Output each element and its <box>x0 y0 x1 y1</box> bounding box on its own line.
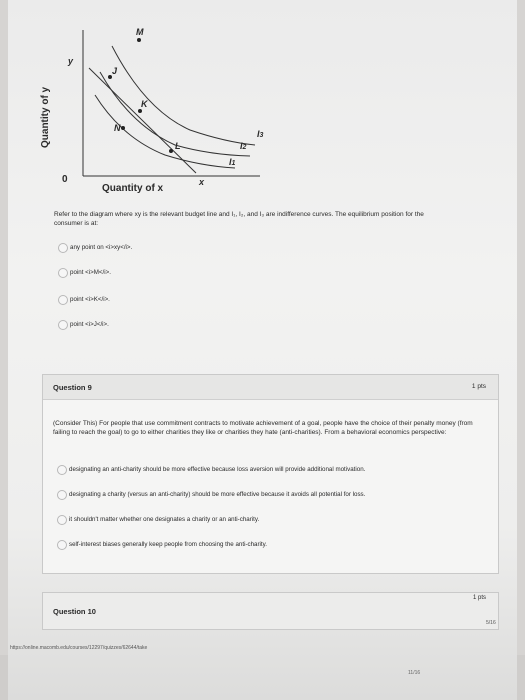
curve-i1-sub: 1 <box>231 160 236 167</box>
q9-answer-3-radio[interactable] <box>57 515 67 525</box>
q8-answer-2-label[interactable]: point <i>M</i>. <box>70 269 111 276</box>
q8-answer-1-radio[interactable] <box>58 243 68 253</box>
curve-i1-letter: I <box>229 157 232 167</box>
question-9-points: 1 pts <box>471 383 486 390</box>
q9-answer-2-label[interactable]: designating a charity (versus an anti-charity) should be more effective because it avoids all potential for loss. <box>69 491 366 498</box>
point-k-label: K <box>141 99 148 109</box>
y-intercept-label: y <box>68 56 74 66</box>
q9-answer-4-radio[interactable] <box>57 540 67 550</box>
point-n-label: N <box>114 123 121 133</box>
indifference-diagram <box>0 0 525 200</box>
q9-answer-2-radio[interactable] <box>57 490 67 500</box>
point-k-dot <box>138 109 142 113</box>
curve-i1-label <box>229 157 235 167</box>
q8-answer-1-label[interactable]: any point on <i>xy</i>. <box>70 244 133 251</box>
curve-i2-sub: 2 <box>242 144 247 151</box>
q8-answer-3-label[interactable]: point <i>K</i>. <box>70 296 110 303</box>
q8-answer-4-label[interactable]: point <i>J</i>. <box>70 321 109 328</box>
question-9-prompt: (Consider This) For people that use commitment contracts to motivate achievement of a goal, people have the choice of their penalty money (from failing to reach the goal) to go to either charities they like or charities they hate (anti-charities). From a behavioral economics perspective: <box>53 420 473 436</box>
q9-answer-1-label[interactable]: designating an anti-charity should be more effective because loss aversion will provide additional motivation. <box>69 466 366 473</box>
origin-label: 0 <box>62 174 68 185</box>
curve-i3 <box>112 46 255 145</box>
page-url: https://online.macomb.edu/courses/12297/quizzes/62644/take <box>10 645 148 651</box>
question-10-card <box>42 592 499 630</box>
q8-answer-2-radio[interactable] <box>58 268 68 278</box>
point-m-dot <box>137 38 141 42</box>
question-8-prompt: Refer to the diagram where xy is the relevant budget line and I₁, I₂, and I₃ are indifference curves. The equilibrium position for the consumer is at: <box>54 211 424 227</box>
q9-answer-4-label[interactable]: self-interest biases generally keep people from choosing the anti-charity. <box>69 541 267 548</box>
question-9-title: Question 9 <box>53 383 92 392</box>
curve-i3-letter: I <box>257 129 260 139</box>
budget-line <box>89 68 196 173</box>
curve-i3-sub: 3 <box>259 132 264 139</box>
q9-answer-1-radio[interactable] <box>57 465 67 475</box>
curve-i3-label <box>257 129 263 139</box>
q9-answer-3-label[interactable]: it shouldn't matter whether one designates a charity or an anti-charity. <box>69 516 260 523</box>
point-m-label: M <box>136 27 144 37</box>
q8-answer-3-radio[interactable] <box>58 295 68 305</box>
curve-i2-letter: I <box>240 141 243 151</box>
q8-answer-4-radio[interactable] <box>58 320 68 330</box>
question-9-card <box>42 374 499 574</box>
point-n-dot <box>121 126 125 130</box>
y-axis-label: Quantity of y <box>40 86 51 148</box>
point-l-label: L <box>175 141 181 151</box>
x-intercept-label: x <box>199 177 205 187</box>
page-number: 5/16 <box>486 620 496 626</box>
question-9-header <box>43 375 498 400</box>
point-l-dot <box>169 149 173 153</box>
point-j-label: J <box>112 66 118 76</box>
x-axis-label: Quantity of x <box>102 183 164 194</box>
question-10-title: Question 10 <box>53 607 96 616</box>
question-10-points: 1 pts <box>472 595 486 601</box>
underlying-page-number: 11/16 <box>408 670 421 676</box>
curve-i2-label <box>240 141 246 151</box>
